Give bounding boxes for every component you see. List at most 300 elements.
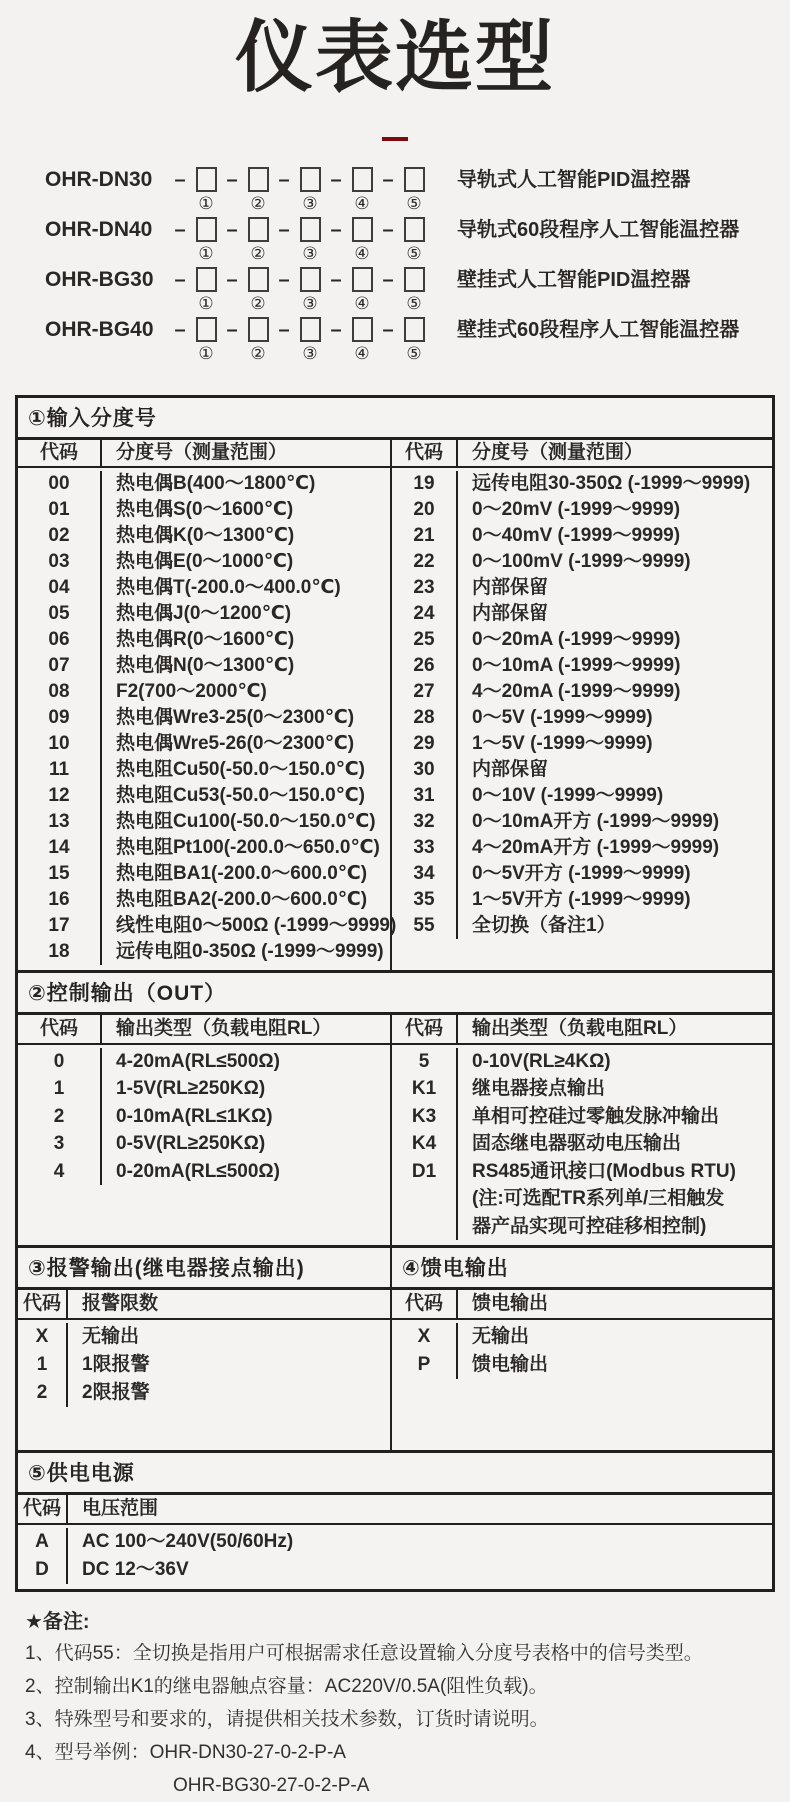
- row-description: 0-10mA(RL≤1KΩ): [116, 1105, 273, 1127]
- table-row: [18, 939, 390, 965]
- page-title: 仪表选型: [234, 13, 555, 101]
- table-row: [392, 1351, 772, 1379]
- table-row: [18, 523, 390, 549]
- row-description: 热电阻BA2(-200.0～600.0℃): [116, 889, 368, 911]
- table-row: [18, 1351, 390, 1379]
- table-row: [392, 549, 772, 575]
- row-description: DC 12～36V: [82, 1559, 189, 1581]
- row-description: 0～10mA开方 (-1999～9999): [472, 811, 720, 833]
- model-slot: [401, 167, 427, 214]
- slot-number: ②: [250, 194, 266, 214]
- table-row: [392, 601, 772, 627]
- option-box: [404, 267, 425, 292]
- row-description: 继电器接点输出: [472, 1078, 606, 1100]
- input-column-headers: [18, 440, 772, 468]
- table-row: [18, 861, 390, 887]
- header-row: [18, 1015, 392, 1043]
- table-row: [18, 653, 390, 679]
- header-row: [392, 440, 772, 466]
- model-name: OHR-DN30: [45, 168, 153, 192]
- output-left-rows: [18, 1045, 392, 1246]
- row-code: 11: [18, 757, 102, 783]
- model-slot: [193, 267, 219, 314]
- slot-number: ⑤: [406, 244, 422, 264]
- column-header-type: 输出类型（负载电阻RL）: [116, 1018, 332, 1040]
- row-code: P: [392, 1351, 458, 1379]
- table-row: [392, 1048, 772, 1076]
- row-description: 热电偶Wre3-25(0～2300℃): [116, 707, 355, 729]
- table-row: [18, 1323, 390, 1351]
- option-box: [248, 217, 269, 242]
- dash-separator: –: [330, 319, 342, 342]
- note-item: 1、代码55：全切换是指用户可根据需求任意设置输入分度号表格中的信号类型。: [25, 1643, 703, 1665]
- option-box: [196, 267, 217, 292]
- row-code: 2: [18, 1379, 68, 1407]
- row-description: 单相可控硅过零触发脉冲输出: [472, 1105, 720, 1127]
- row-code: 23: [392, 575, 458, 601]
- row-description: 0～5V开方 (-1999～9999): [472, 863, 691, 885]
- dash-separator: –: [174, 219, 186, 242]
- row-description: 热电偶T(-200.0～400.0℃): [116, 577, 341, 599]
- row-code: 10: [18, 731, 102, 757]
- table-row: [18, 1075, 390, 1103]
- dash-separator: –: [330, 169, 342, 192]
- note-item: OHR-BG30-27-0-2-P-A: [173, 1775, 370, 1797]
- model-slot: [245, 267, 271, 314]
- table-row: [392, 731, 772, 757]
- dash-separator: –: [226, 169, 238, 192]
- dash-separator: –: [330, 219, 342, 242]
- model-slot: [401, 317, 427, 364]
- option-box: [196, 217, 217, 242]
- row-code: 1: [18, 1351, 68, 1379]
- row-description: 0～40mV (-1999～9999): [472, 525, 681, 547]
- model-slot: [193, 317, 219, 364]
- row-code: 25: [392, 627, 458, 653]
- dash-separator: –: [382, 319, 394, 342]
- dash-separator: –: [174, 169, 186, 192]
- model-description: 导轨式60段程序人工智能温控器: [457, 219, 740, 242]
- table-row: [18, 1130, 390, 1158]
- table-row: [18, 757, 390, 783]
- row-description: 热电偶J(0～1200℃): [116, 603, 292, 625]
- model-row: [45, 267, 790, 317]
- table-row: [392, 497, 772, 523]
- row-code: D: [18, 1556, 68, 1584]
- row-description: 1限报警: [82, 1354, 150, 1376]
- table-row: [392, 653, 772, 679]
- selection-table: [15, 395, 775, 1592]
- row-code: K4: [392, 1130, 458, 1158]
- row-description: 0～20mV (-1999～9999): [472, 499, 681, 521]
- model-row: [45, 167, 790, 217]
- table-row: [18, 1379, 390, 1407]
- table-row: [392, 1130, 772, 1158]
- section-title-alarm: ③报警输出(继电器接点输出): [18, 1248, 390, 1290]
- row-code: 04: [18, 575, 102, 601]
- slot-number: ③: [302, 194, 318, 214]
- row-code: 24: [392, 601, 458, 627]
- table-row: [392, 861, 772, 887]
- dash-separator: –: [382, 219, 394, 242]
- model-code-slots: [167, 167, 427, 214]
- header-row: [18, 440, 392, 466]
- row-description: 固态继电器驱动电压输出: [472, 1133, 682, 1155]
- row-code: 18: [18, 939, 102, 965]
- column-header-code: 代码: [18, 1015, 102, 1043]
- table-row: [18, 1158, 390, 1186]
- model-row: [45, 317, 790, 367]
- model-name: OHR-BG40: [45, 318, 154, 342]
- table-row: [18, 1103, 390, 1131]
- row-description: 远传电阻30-350Ω (-1999～9999): [472, 473, 751, 495]
- alarm-section: [18, 1248, 392, 1450]
- option-box: [352, 217, 373, 242]
- model-description: 壁挂式人工智能PID温控器: [457, 269, 691, 292]
- model-slot: [193, 217, 219, 264]
- row-code: 32: [392, 809, 458, 835]
- note-item: 3、特殊型号和要求的，请提供相关技术参数，订货时请说明。: [25, 1709, 549, 1731]
- column-header-code: 代码: [18, 1495, 68, 1523]
- row-code: 29: [392, 731, 458, 757]
- model-slot: [349, 317, 375, 364]
- table-row: [18, 809, 390, 835]
- slot-number: ②: [250, 244, 266, 264]
- dash-separator: –: [330, 269, 342, 292]
- row-code: 35: [392, 887, 458, 913]
- column-header-feed: 馈电输出: [472, 1293, 549, 1315]
- option-box: [300, 167, 321, 192]
- row-code: 0: [18, 1048, 102, 1076]
- dash-separator: –: [174, 269, 186, 292]
- slot-number: ①: [198, 194, 214, 214]
- model-row: [45, 217, 790, 267]
- slot-number: ①: [198, 344, 214, 364]
- table-row: [18, 913, 397, 939]
- row-description: 热电偶R(0～1600℃): [116, 629, 295, 651]
- row-code: 26: [392, 653, 458, 679]
- row-description: 无输出: [472, 1326, 530, 1348]
- column-header-code: 代码: [392, 1290, 458, 1318]
- column-header-type: 输出类型（负载电阻RL）: [472, 1018, 688, 1040]
- feed-rows: [392, 1320, 772, 1450]
- table-row: [392, 1103, 772, 1131]
- column-header-range: 分度号（测量范围）: [472, 442, 644, 464]
- table-row: [18, 835, 390, 861]
- row-code: 5: [392, 1048, 458, 1076]
- table-row: [18, 575, 390, 601]
- row-description: 热电阻Cu50(-50.0～150.0℃): [116, 759, 365, 781]
- model-description: 壁挂式60段程序人工智能温控器: [457, 319, 740, 342]
- table-row: [392, 627, 772, 653]
- slot-number: ③: [302, 344, 318, 364]
- note-item: 4、型号举例：OHR-DN30-27-0-2-P-A: [25, 1742, 346, 1764]
- row-code: X: [392, 1323, 458, 1351]
- model-name: OHR-BG30: [45, 268, 154, 292]
- row-code: 22: [392, 549, 458, 575]
- table-row: [18, 705, 390, 731]
- row-description: 1～5V (-1999～9999): [472, 733, 653, 755]
- row-description: F2(700～2000℃): [116, 681, 267, 703]
- option-box: [300, 317, 321, 342]
- model-slot: [297, 217, 323, 264]
- notes-block: [25, 1607, 790, 1802]
- model-slot: [349, 267, 375, 314]
- input-right-rows: [392, 468, 772, 970]
- model-slot: [245, 217, 271, 264]
- table-row: [18, 549, 390, 575]
- notes-title: ★备注:: [25, 1611, 90, 1634]
- option-box: [300, 267, 321, 292]
- row-code: 14: [18, 835, 102, 861]
- row-code: 3: [18, 1130, 102, 1158]
- row-description: 0-5V(RL≥250KΩ): [116, 1133, 266, 1155]
- row-description: 热电偶K(0～1300℃): [116, 525, 295, 547]
- column-header-limit: 报警限数: [82, 1293, 159, 1315]
- model-code-slots: [167, 317, 427, 364]
- row-description: 热电偶Wre5-26(0～2300℃): [116, 733, 355, 755]
- dash-separator: –: [174, 319, 186, 342]
- slot-number: ④: [354, 344, 370, 364]
- model-slot: [193, 167, 219, 214]
- row-code: 02: [18, 523, 102, 549]
- row-description: 热电偶E(0～1000℃): [116, 551, 294, 573]
- slot-number: ①: [198, 244, 214, 264]
- dash-separator: –: [278, 219, 290, 242]
- model-slot: [349, 167, 375, 214]
- model-slot: [401, 267, 427, 314]
- table-row: [392, 523, 772, 549]
- row-code: 00: [18, 471, 102, 497]
- row-code: 2: [18, 1103, 102, 1131]
- row-description: 热电阻Pt100(-200.0～650.0℃): [116, 837, 380, 859]
- slot-number: ③: [302, 244, 318, 264]
- dash-separator: –: [226, 219, 238, 242]
- output-right-rows: [392, 1045, 772, 1246]
- row-description: 4～20mA (-1999～9999): [472, 681, 681, 703]
- model-slot: [297, 167, 323, 214]
- table-row: [18, 497, 390, 523]
- row-description: 远传电阻0-350Ω (-1999～9999): [116, 941, 384, 963]
- title-underline: [382, 137, 408, 141]
- row-code: 15: [18, 861, 102, 887]
- row-description: 0～5V (-1999～9999): [472, 707, 653, 729]
- model-list: [45, 167, 790, 367]
- row-code: 31: [392, 783, 458, 809]
- column-header-voltage: 电压范围: [82, 1498, 159, 1520]
- section-title-power: ⑤供电电源: [18, 1450, 772, 1495]
- row-code: 08: [18, 679, 102, 705]
- model-slot: [245, 317, 271, 364]
- row-code: 05: [18, 601, 102, 627]
- row-description: 内部保留: [472, 577, 549, 599]
- header-row: [392, 1290, 772, 1320]
- power-column-headers: [18, 1495, 772, 1525]
- option-box: [404, 167, 425, 192]
- row-description: 热电偶S(0～1600℃): [116, 499, 294, 521]
- header-row: [392, 1015, 772, 1043]
- section-title-feed: ④馈电输出: [392, 1248, 772, 1290]
- row-code: 17: [18, 913, 102, 939]
- table-row: [392, 809, 772, 835]
- note-item: 2、控制输出K1的继电器触点容量：AC220V/0.5A(阻性负载)。: [25, 1676, 548, 1698]
- row-description: 线性电阻0～500Ω (-1999～9999): [116, 915, 397, 937]
- row-code: 13: [18, 809, 102, 835]
- table-row: [392, 783, 772, 809]
- row-code: 06: [18, 627, 102, 653]
- row-code: A: [18, 1528, 68, 1556]
- row-code: 1: [18, 1075, 102, 1103]
- table-row: [392, 757, 772, 783]
- row-description: 0-10V(RL≥4KΩ): [472, 1050, 611, 1072]
- row-description: 0～10mA (-1999～9999): [472, 655, 681, 677]
- slot-number: ④: [354, 194, 370, 214]
- table-row: [392, 913, 772, 939]
- section-title-input: ①输入分度号: [18, 398, 772, 440]
- alarm-feed-sections: [18, 1245, 772, 1450]
- row-description: RS485通讯接口(Modbus RTU) (注:可选配TR系列单/三相触发 器产品实现可控硅移相控制): [472, 1160, 736, 1237]
- input-left-rows: [18, 468, 397, 970]
- option-box: [404, 217, 425, 242]
- option-box: [248, 267, 269, 292]
- table-row: [392, 471, 772, 497]
- table-row: [18, 1556, 772, 1584]
- slot-number: ④: [354, 244, 370, 264]
- model-slot: [297, 267, 323, 314]
- dash-separator: –: [226, 269, 238, 292]
- row-description: 热电阻BA1(-200.0～600.0℃): [116, 863, 368, 885]
- row-code: 19: [392, 471, 458, 497]
- notes-list: [25, 1637, 790, 1802]
- table-row: [18, 471, 390, 497]
- table-row: [18, 601, 390, 627]
- dash-separator: –: [382, 269, 394, 292]
- model-name: OHR-DN40: [45, 218, 153, 242]
- column-header-code: 代码: [392, 440, 458, 466]
- header-row: [18, 1495, 772, 1523]
- row-description: AC 100～240V(50/60Hz): [82, 1531, 294, 1553]
- table-row: [392, 575, 772, 601]
- option-box: [352, 317, 373, 342]
- table-row: [392, 1158, 772, 1241]
- slot-number: ②: [250, 294, 266, 314]
- table-row: [18, 627, 390, 653]
- row-description: 1～5V开方 (-1999～9999): [472, 889, 691, 911]
- option-box: [248, 167, 269, 192]
- row-description: 1-5V(RL≥250KΩ): [116, 1078, 266, 1100]
- input-table-body: [18, 468, 772, 970]
- slot-number: ⑤: [406, 194, 422, 214]
- feed-section: [392, 1248, 772, 1450]
- option-box: [352, 167, 373, 192]
- option-box: [404, 317, 425, 342]
- dash-separator: –: [278, 169, 290, 192]
- column-header-code: 代码: [392, 1015, 458, 1043]
- table-row: [18, 887, 390, 913]
- row-description: 4～20mA开方 (-1999～9999): [472, 837, 720, 859]
- column-header-code: 代码: [18, 1290, 68, 1318]
- table-row: [392, 1323, 772, 1351]
- row-description: 4-20mA(RL≤500Ω): [116, 1050, 280, 1072]
- option-box: [248, 317, 269, 342]
- slot-number: ⑤: [406, 294, 422, 314]
- model-slot: [245, 167, 271, 214]
- row-code: X: [18, 1323, 68, 1351]
- table-row: [392, 705, 772, 731]
- row-description: 内部保留: [472, 603, 549, 625]
- row-description: 0～100mV (-1999～9999): [472, 551, 691, 573]
- header-row: [18, 1290, 390, 1320]
- row-description: 全切换（备注1）: [472, 915, 616, 937]
- table-row: [18, 783, 390, 809]
- table-row: [392, 1075, 772, 1103]
- row-code: 16: [18, 887, 102, 913]
- row-code: 09: [18, 705, 102, 731]
- row-code: 30: [392, 757, 458, 783]
- row-code: 28: [392, 705, 458, 731]
- table-row: [18, 1528, 772, 1556]
- slot-number: ①: [198, 294, 214, 314]
- row-description: 热电阻Cu100(-50.0～150.0℃): [116, 811, 376, 833]
- row-description: 热电偶N(0～1300℃): [116, 655, 295, 677]
- option-box: [300, 217, 321, 242]
- dash-separator: –: [278, 319, 290, 342]
- output-table-body: [18, 1045, 772, 1246]
- dash-separator: –: [382, 169, 394, 192]
- option-box: [352, 267, 373, 292]
- section-title-output: ②控制输出（OUT）: [18, 970, 772, 1015]
- row-code: 12: [18, 783, 102, 809]
- row-description: 0～20mA (-1999～9999): [472, 629, 681, 651]
- row-description: 0-20mA(RL≤500Ω): [116, 1160, 280, 1182]
- row-code: 01: [18, 497, 102, 523]
- model-slot: [349, 217, 375, 264]
- table-row: [392, 679, 772, 705]
- table-row: [18, 679, 390, 705]
- row-description: 2限报警: [82, 1382, 150, 1404]
- row-code: 03: [18, 549, 102, 575]
- alarm-rows: [18, 1320, 390, 1450]
- model-code-slots: [167, 217, 427, 264]
- power-rows: [18, 1525, 772, 1589]
- slot-number: ③: [302, 294, 318, 314]
- model-slot: [401, 217, 427, 264]
- output-column-headers: [18, 1015, 772, 1045]
- column-header-code: 代码: [18, 440, 102, 466]
- row-description: 热电偶B(400～1800℃): [116, 473, 316, 495]
- dash-separator: –: [278, 269, 290, 292]
- slot-number: ②: [250, 344, 266, 364]
- option-box: [196, 317, 217, 342]
- option-box: [196, 167, 217, 192]
- table-row: [392, 887, 772, 913]
- slot-number: ④: [354, 294, 370, 314]
- row-code: 27: [392, 679, 458, 705]
- row-code: 07: [18, 653, 102, 679]
- model-slot: [297, 317, 323, 364]
- table-row: [18, 731, 390, 757]
- table-row: [18, 1048, 390, 1076]
- model-description: 导轨式人工智能PID温控器: [457, 169, 691, 192]
- row-description: 无输出: [82, 1326, 140, 1348]
- model-code-slots: [167, 267, 427, 314]
- row-code: 4: [18, 1158, 102, 1186]
- slot-number: ⑤: [406, 344, 422, 364]
- row-description: 馈电输出: [472, 1354, 549, 1376]
- row-code: D1: [392, 1158, 458, 1241]
- row-code: 34: [392, 861, 458, 887]
- table-row: [392, 835, 772, 861]
